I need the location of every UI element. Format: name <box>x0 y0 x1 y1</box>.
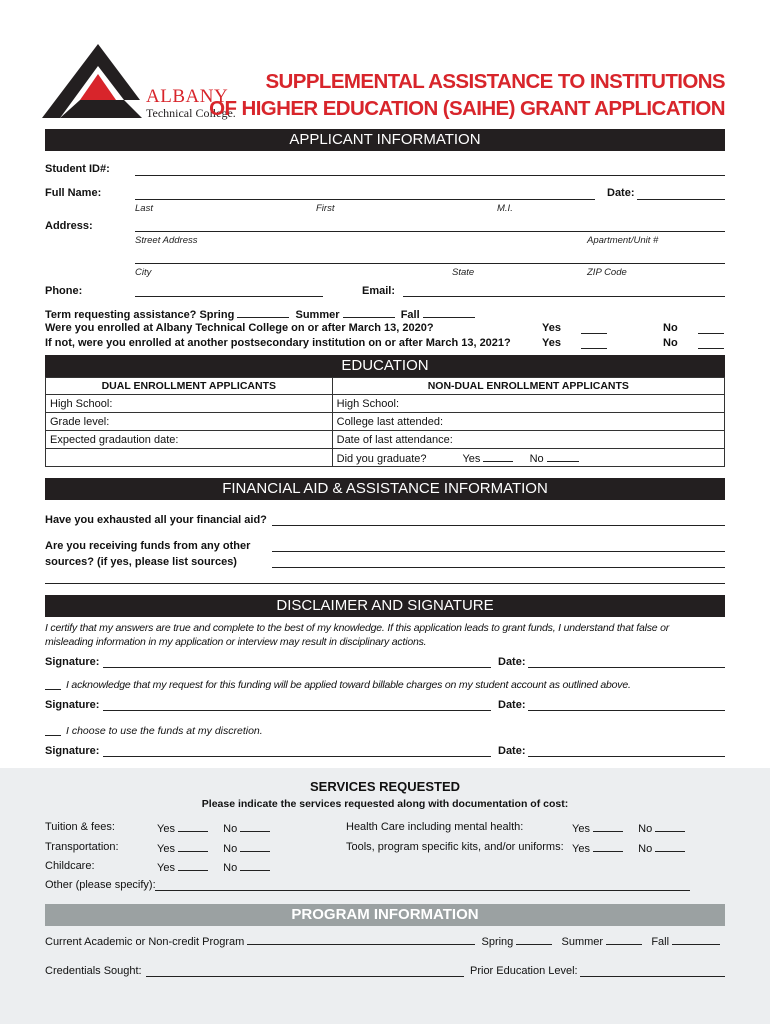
services-subtitle: Please indicate the services requested along with documentation of cost: <box>201 798 569 810</box>
section-program-information: PROGRAM INFORMATION <box>45 904 725 926</box>
childcare-label: Childcare: <box>45 860 95 872</box>
apartment-caption: Apartment/Unit # <box>587 235 659 246</box>
childcare-no-label: No <box>223 862 238 874</box>
other-field[interactable] <box>155 890 690 891</box>
health-no-blank[interactable] <box>655 821 685 832</box>
other-funds-question-1: Are you receiving funds from any other <box>45 540 251 552</box>
nondual-graduated-cell <box>332 449 724 467</box>
exhausted-aid-question: Have you exhausted all your financial aid? <box>45 514 267 526</box>
disclaimer-text-1: I certify that my answers are true and complete to the best of my knowledge. If this application leads to grant funds, I understand that false or <box>45 622 670 634</box>
signature-label-2: Signature: <box>45 699 100 711</box>
date-field-2[interactable] <box>528 710 725 711</box>
date-label-2: Date: <box>498 699 526 711</box>
student-id-label: Student ID#: <box>45 163 110 175</box>
date-field-3[interactable] <box>528 756 725 757</box>
health-no-label: No <box>638 823 653 835</box>
section-education: EDUCATION <box>45 355 725 377</box>
nondual-college-field[interactable]: College last attended: <box>332 413 724 431</box>
childcare-no-blank[interactable] <box>240 860 270 871</box>
graduated-yes-blank[interactable] <box>483 451 513 462</box>
dual-enrollment-header: DUAL ENROLLMENT APPLICANTS <box>46 378 333 395</box>
program-summer-label: Summer <box>561 936 604 948</box>
transport-yes-label: Yes <box>157 843 175 855</box>
graduated-no-blank[interactable] <box>547 451 579 462</box>
section-financial-aid: FINANCIAL AID & ASSISTANCE INFORMATION <box>45 478 725 500</box>
signature-field-1[interactable] <box>103 667 491 668</box>
program-fall-field[interactable] <box>672 934 720 945</box>
exhausted-aid-field[interactable] <box>272 525 725 526</box>
fall-blank[interactable] <box>423 307 475 318</box>
full-name-field[interactable] <box>135 199 595 200</box>
date-field-1[interactable] <box>528 667 725 668</box>
email-field[interactable] <box>403 296 725 297</box>
transport-yes-blank[interactable] <box>178 841 208 852</box>
tuition-label: Tuition & fees: <box>45 821 115 833</box>
enrolled-2020-question: Were you enrolled at Albany Technical College on or after March 13, 2020? <box>45 322 434 334</box>
childcare-yes-no <box>157 860 270 874</box>
signature-label-3: Signature: <box>45 745 100 757</box>
tools-no-label: No <box>638 843 653 855</box>
other-label: Other (please specify): <box>45 879 156 891</box>
program-spring-label: Spring <box>481 936 514 948</box>
street-address-caption: Street Address <box>135 235 198 246</box>
transport-label: Transportation: <box>45 841 119 853</box>
discretion-checkbox[interactable] <box>45 735 61 736</box>
other-funds-question-2: sources? (if yes, please list sources) <box>45 556 237 568</box>
tools-yes-no <box>572 841 685 855</box>
email-label: Email: <box>362 285 396 297</box>
dual-empty-cell <box>46 449 333 467</box>
term-spring-label: Term requesting assistance? Spring <box>45 309 235 321</box>
prior-education-field[interactable] <box>580 976 725 977</box>
tools-yes-blank[interactable] <box>593 841 623 852</box>
nondual-enrollment-header: NON-DUAL ENROLLMENT APPLICANTS <box>332 378 724 395</box>
first-name-caption: First <box>316 203 335 214</box>
dual-high-school-field[interactable]: High School: <box>46 395 333 413</box>
q1-yes-blank[interactable] <box>581 333 607 334</box>
health-label: Health Care including mental health: <box>346 821 524 833</box>
signature-field-2[interactable] <box>103 710 491 711</box>
program-fall-label: Fall <box>651 936 670 948</box>
q2-yes-blank[interactable] <box>581 348 607 349</box>
state-caption: State <box>452 267 475 278</box>
address-label: Address: <box>45 220 93 232</box>
education-table <box>45 377 725 467</box>
q1-no-blank[interactable] <box>698 333 724 334</box>
credentials-label: Credentials Sought: <box>45 965 142 977</box>
discretion-text: I choose to use the funds at my discretion. <box>66 725 263 737</box>
section-applicant-information: APPLICANT INFORMATION <box>45 129 725 151</box>
q1-no-label: No <box>663 322 678 334</box>
tuition-yes-blank[interactable] <box>178 821 208 832</box>
graduated-question: Did you graduate? <box>336 452 427 465</box>
q2-no-blank[interactable] <box>698 348 724 349</box>
tuition-no-label: No <box>223 823 238 835</box>
nondual-attendance-date-field[interactable]: Date of last attendance: <box>332 431 724 449</box>
tuition-yes-label: Yes <box>157 823 175 835</box>
other-funds-field-1[interactable] <box>272 551 725 552</box>
term-summer-label: Summer <box>295 309 340 321</box>
enrolled-2021-question: If not, were you enrolled at another postsecondary institution on or after March 13, 2021? <box>45 337 511 349</box>
other-funds-field-2[interactable] <box>272 567 725 568</box>
services-title: SERVICES REQUESTED <box>309 779 461 794</box>
zip-caption: ZIP Code <box>587 267 627 278</box>
other-funds-field-3[interactable] <box>45 583 725 584</box>
tools-yes-label: Yes <box>572 843 590 855</box>
phone-label: Phone: <box>45 285 83 297</box>
prior-education-label: Prior Education Level: <box>470 965 578 977</box>
term-fall-label: Fall <box>400 309 420 321</box>
transport-no-label: No <box>223 843 238 855</box>
city-caption: City <box>135 267 152 278</box>
tools-label: Tools, program specific kits, and/or uniforms: <box>346 841 564 853</box>
form-title-line-1: SUPPLEMENTAL ASSISTANCE TO INSTITUTIONS <box>265 70 725 93</box>
logo-name: ALBANY <box>146 86 229 107</box>
program-summer-field[interactable] <box>606 934 642 945</box>
street-address-field[interactable] <box>135 231 725 232</box>
full-name-label: Full Name: <box>45 187 102 199</box>
childcare-yes-label: Yes <box>157 862 175 874</box>
graduated-no-label: No <box>529 452 544 465</box>
college-logo <box>42 44 152 124</box>
tools-no-blank[interactable] <box>655 841 685 852</box>
spring-blank[interactable] <box>237 307 289 318</box>
phone-field[interactable] <box>135 296 323 297</box>
acknowledge-checkbox[interactable] <box>45 689 61 690</box>
last-name-caption: Last <box>135 203 153 214</box>
disclaimer-text-2: misleading information in my application or interview may result in disciplinary actions. <box>45 636 427 648</box>
tuition-no-blank[interactable] <box>240 821 270 832</box>
q1-yes-label: Yes <box>542 322 561 334</box>
student-id-field[interactable] <box>135 175 725 176</box>
current-program-field[interactable] <box>247 934 475 945</box>
transport-yes-no <box>157 841 270 855</box>
q2-yes-label: Yes <box>542 337 561 349</box>
current-program-label: Current Academic or Non-credit Program <box>45 936 245 948</box>
signature-field-3[interactable] <box>103 756 491 757</box>
health-yes-label: Yes <box>572 823 590 835</box>
date-label-1: Date: <box>498 656 526 668</box>
transport-no-blank[interactable] <box>240 841 270 852</box>
name-date-field[interactable] <box>637 199 725 200</box>
graduated-yes-label: Yes <box>462 452 481 465</box>
dual-grade-level-field[interactable]: Grade level: <box>46 413 333 431</box>
tuition-yes-no <box>157 821 270 835</box>
health-yes-no <box>572 821 685 835</box>
name-date-label: Date: <box>607 187 635 199</box>
dual-graduation-date-field[interactable]: Expected gradaution date: <box>46 431 333 449</box>
health-yes-blank[interactable] <box>593 821 623 832</box>
acknowledge-text: I acknowledge that my request for this funding will be applied toward billable charges on my student account as outlined above. <box>66 679 631 691</box>
credentials-field[interactable] <box>146 976 464 977</box>
summer-blank[interactable] <box>343 307 395 318</box>
childcare-yes-blank[interactable] <box>178 860 208 871</box>
signature-label-1: Signature: <box>45 656 100 668</box>
logo-subtitle: Technical College. <box>146 106 236 120</box>
q2-no-label: No <box>663 337 678 349</box>
program-spring-field[interactable] <box>516 934 552 945</box>
date-label-3: Date: <box>498 745 526 757</box>
form-title-line-2: OF HIGHER EDUCATION (SAIHE) GRANT APPLICATION <box>209 97 725 120</box>
program-row <box>45 934 720 948</box>
nondual-high-school-field[interactable]: High School: <box>332 395 724 413</box>
term-question <box>45 307 475 321</box>
middle-initial-caption: M.I. <box>497 203 513 214</box>
section-disclaimer: DISCLAIMER AND SIGNATURE <box>45 595 725 617</box>
city-state-zip-field[interactable] <box>135 263 725 264</box>
